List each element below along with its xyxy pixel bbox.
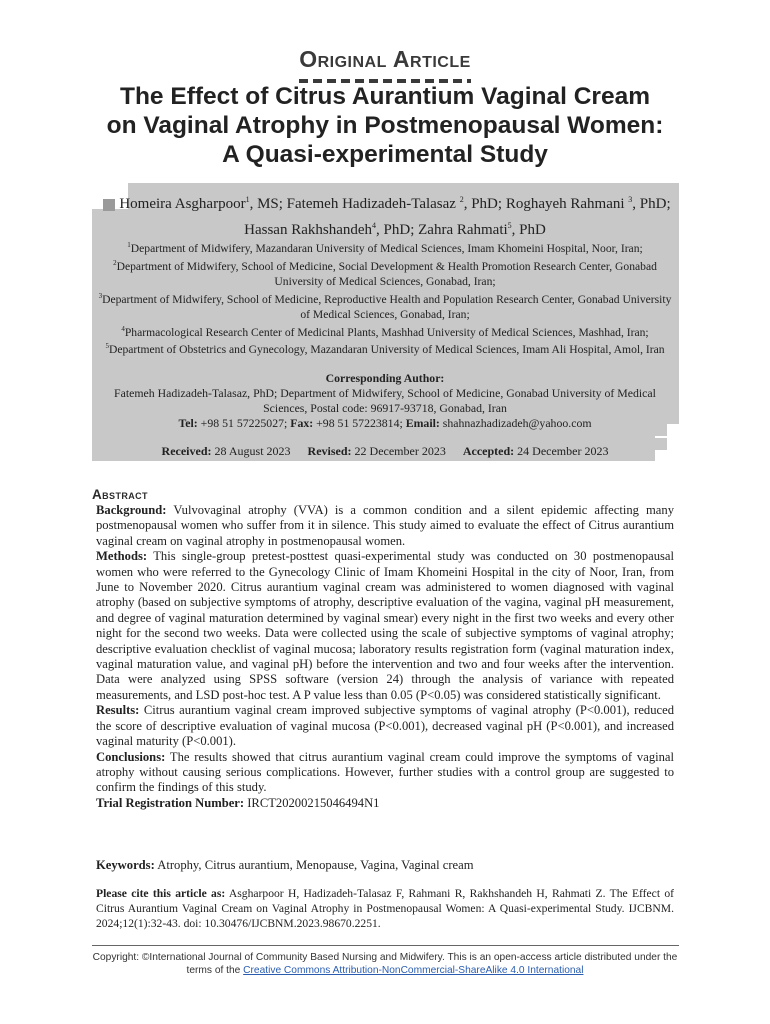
keywords: Keywords: Atrophy, Citrus aurantium, Menopause, Vagina, Vaginal cream [96,858,474,872]
corner-square-decoration [103,199,115,211]
title-line: on Vaginal Atrophy in Postmenopausal Women: [106,112,664,139]
article-title [40,82,730,169]
corresponding-text: Fatemeh Hadizadeh-Talasaz, PhD; Department of Midwifery, School of Medicine, Gonabad University of Medical Sciences, Postal code: 96917-93718, Gonabad, Iran [114,386,656,415]
affiliation: $^2$Department of Midwifery, School of Medicine, Social Development & Health Promotion Research Center, Gonabad University of Medical Sciences, Gonabad, Iran; [113,258,657,288]
affiliation: $^4$Pharmacological Research Center of Medicinal Plants, Mashhad University of Medical Sciences, Mashhad, Iran; [121,324,649,339]
affiliation: $^3$Department of Midwifery, School of Medicine, Reproductive Health and Population Research Center, Gonabad University of Medical Sciences, Gonabad, Iran; [98,291,672,321]
accepted-date: 24 December 2023 [517,444,609,458]
author: Homeira Asgharpoor$^1$, MS; [119,195,287,212]
author: Zahra Rahmati$^5$, PhD [418,221,546,238]
license-link[interactable]: Creative Commons Attribution-NonCommercial-ShareAlike 4.0 International [243,965,584,976]
footer-divider [92,945,679,946]
title-line: The Effect of Citrus Aurantium Vaginal Cream [119,83,651,110]
revised-date: 22 December 2023 [354,444,446,458]
abstract-heading: Abstract [92,487,148,502]
copyright-notice: Copyright: ©International Journal of Community Based Nursing and Midwifery. This is an open-access article distributed under the terms of the Creative Commons Attribution-NonCommercial-ShareAlike 4.0 International [92,952,678,976]
contact-line: Tel: +98 51 57225027; Fax: +98 51 57223814; Email: shahnazhadizadeh@yahoo.com [178,416,592,430]
article-type-heading: Original Article [0,46,770,75]
article-dates: Received: 28 August 2023 Revised: 22 December 2023 Accepted: 24 December 2023 [161,444,609,458]
affiliations [95,238,675,357]
email-link[interactable]: shahnazhadizadeh@yahoo.com [442,416,592,430]
corresponding-heading: Corresponding Author: [325,371,445,385]
author: Hassan Rakhshandeh$^4$, PhD; [244,221,419,238]
corresponding-author [95,371,675,431]
affiliation: $^5$Department of Obstetrics and Gynecology, Mazandaran University of Medical Sciences, Imam Ali Hospital, Amol, Iran [105,342,665,357]
abstract-methods: Methods: This single-group pretest-posttest quasi-experimental study was conducted on 30 postmenopausal women who were referred to the Gynecology Clinic of Imam Khomeini Hospital in the city of Noor, Iran, from June to November 2020. Citrus aurantium vaginal cream was administered to women diagnosed with vaginal atrophy (based on subjective symptoms of atrophy, descriptive evaluation of the vagina, vaginal pH measurement, and degree of vaginal maturation determined by vaginal smear) every night in the first two weeks and every other night for the second two weeks. Data were collected using the scale of subjective symptoms of vaginal atrophy; descriptive evaluation checklist of vaginal mucosa; laboratory results registration form (vaginal maturation index, vaginal maturation value, and vaginal pH) before the intervention and two and four weeks after the intervention. Data were analyzed using SPSS software (version 24) through the analysis of variance with repeated measurements, and LSD post-hoc test. A P value less than 0.05 (P<0.05) was considered statistically significant. [96,549,675,702]
author-list [115,189,675,241]
received-date: 28 August 2023 [214,444,291,458]
trial-registration: Trial Registration Number: IRCT20200215046494N1 [96,795,380,810]
abstract-body [96,503,674,811]
citation: Please cite this article as: Asgharpoor H, Hadizadeh-Talasaz F, Rahmani R, Rakhshandeh H, Rahmati Z. The Effect of Citrus Aurantium Vaginal Cream on Vaginal Atrophy in Postmenopausal Women: A Quasi-experimental Study. IJCBNM. 2024;12(1):32-43. doi: 10.30476/IJCBNM.2023.98670.2251. [96,887,675,930]
affiliation: $^1$Department of Midwifery, Mazandaran University of Medical Sciences, Imam Khomeini Hospital, Noor, Iran; [127,241,643,255]
abstract-background: Background: Vulvovaginal atrophy (VVA) is a common condition and a silent epidemic affecting many postmenopausal women who suffer from it in silence. This study aimed to evaluate the effect of Citrus aurantium vaginal cream on vaginal atrophy in postmenopausal women. [96,503,674,548]
abstract-results: Results: Citrus aurantium vaginal cream improved subjective symptoms of vaginal atrophy (P<0.001), reduced the score of descriptive evaluation of vaginal mucosa (P<0.001), decreased vaginal pH (P<0.001), and increased vaginal maturity (P<0.001). [96,703,674,749]
author: Roghayeh Rahmani $^3$, PhD; [505,195,671,212]
title-line: A Quasi-experimental Study [222,141,548,168]
abstract-conclusions: Conclusions: The results showed that citrus aurantium vaginal cream could improve the symptoms of vaginal atrophy without causing serious complications. However, further studies with a control group are suggested to confirm the findings of this study. [96,749,675,795]
author: Fatemeh Hadizadeh-Talasaz $^2$, PhD; [286,195,506,212]
